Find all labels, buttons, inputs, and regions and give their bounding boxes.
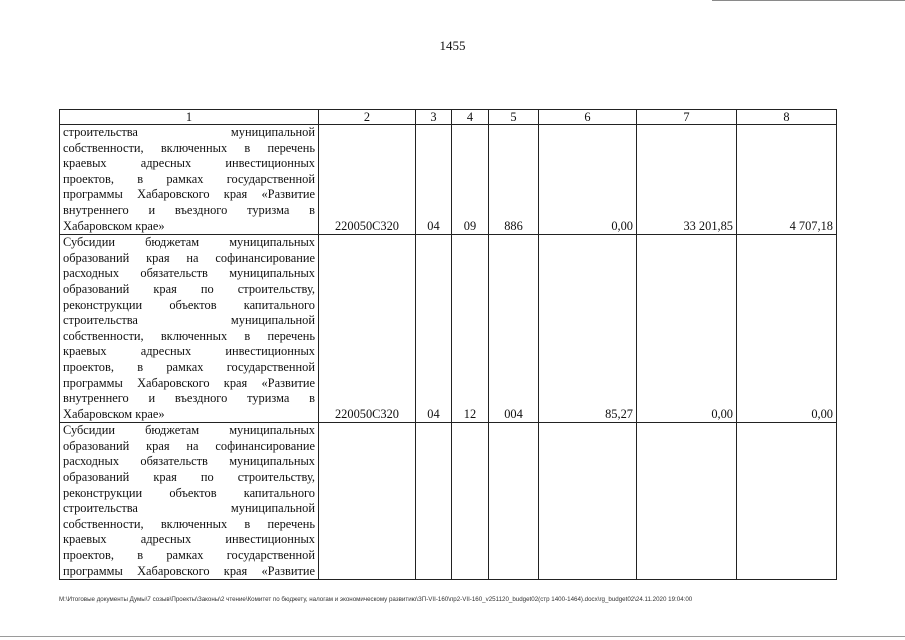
- description-line: реконструкции объектов капитального: [63, 485, 315, 500]
- subsection-code: 12: [452, 235, 489, 423]
- page-number: 1455: [439, 38, 466, 53]
- table-row: [60, 125, 837, 235]
- description-line: Хабаровском крае»: [63, 218, 165, 233]
- amount-col-7: 0,00: [637, 235, 737, 423]
- description-line: собственности, включенных в перечень: [63, 140, 315, 155]
- header-cell: 6: [539, 110, 637, 125]
- amount-col-6: [539, 423, 637, 580]
- description-line: Субсидии бюджетам муниципальных: [63, 423, 315, 438]
- description-line: внутреннего и въездного туризма в: [63, 202, 315, 217]
- description-line: собственности, включенных в перечень: [63, 516, 315, 531]
- header-cell: 1: [60, 110, 319, 125]
- description-line: краевых адресных инвестиционных: [63, 156, 315, 171]
- bottom-rule: [0, 636, 905, 637]
- amount-col-8: 0,00: [737, 235, 837, 423]
- header-cell: 5: [489, 110, 539, 125]
- description-line: образований края на софинансирование: [63, 250, 315, 265]
- description-line: краевых адресных инвестиционных: [63, 532, 315, 547]
- table-row: [60, 235, 837, 423]
- description-line: проектов, в рамках государственной: [63, 171, 315, 186]
- description-line: краевых адресных инвестиционных: [63, 344, 315, 359]
- description-line: внутреннего и въездного туризма в: [63, 391, 315, 406]
- description-line: Субсидии бюджетам муниципальных: [63, 235, 315, 250]
- table-header-row: [60, 110, 837, 125]
- description-line: строительства муниципальной: [63, 501, 315, 516]
- subsection-code: 09: [452, 125, 489, 235]
- header-cell: 8: [737, 110, 837, 125]
- amount-col-8: 4 707,18: [737, 125, 837, 235]
- amount-col-6: 0,00: [539, 125, 637, 235]
- description-line: программы Хабаровского края «Развитие: [63, 187, 315, 202]
- target-code: 220050С320: [319, 125, 416, 235]
- amount-col-7: [637, 423, 737, 580]
- amount-col-8: [737, 423, 837, 580]
- header-cell: 2: [319, 110, 416, 125]
- description-line: собственности, включенных в перечень: [63, 328, 315, 343]
- expense-type-code: [489, 423, 539, 580]
- target-code: [319, 423, 416, 580]
- description-line: расходных обязательств муниципальных: [63, 266, 315, 281]
- top-rule: [712, 0, 905, 1]
- header-cell: 3: [416, 110, 452, 125]
- expense-type-code: 004: [489, 235, 539, 423]
- description-line: реконструкции объектов капитального: [63, 297, 315, 312]
- budget-table: [59, 109, 837, 580]
- section-code: [416, 423, 452, 580]
- header-cell: 7: [637, 110, 737, 125]
- section-code: 04: [416, 235, 452, 423]
- subsection-code: [452, 423, 489, 580]
- description-line: образований края по строительству,: [63, 281, 315, 296]
- row-description: [60, 423, 319, 580]
- target-code: 220050С320: [319, 235, 416, 423]
- table-row: [60, 423, 837, 580]
- amount-col-7: 33 201,85: [637, 125, 737, 235]
- description-line: Хабаровском крае»: [63, 406, 165, 421]
- description-line: образований края по строительству,: [63, 470, 315, 485]
- description-line: строительства муниципальной: [63, 313, 315, 328]
- file-path-footer: M:\Итоговые документы Думы\7 созыв\Проекты\Законы\2 чтение\Комитет по бюджету, налогам и экономическому развитию\ЗП-VII-160\пр2-VII-160_v251120_budget02(стр 1400-1464).docx\rg_budget02\24.11.2020 19:04:00: [59, 596, 693, 603]
- row-description: [60, 125, 319, 235]
- section-code: 04: [416, 125, 452, 235]
- description-line: программы Хабаровского края «Развитие: [63, 563, 315, 578]
- description-line: проектов, в рамках государственной: [63, 548, 315, 563]
- description-line: образований края на софинансирование: [63, 438, 315, 453]
- expense-type-code: 886: [489, 125, 539, 235]
- row-description: [60, 235, 319, 423]
- header-cell: 4: [452, 110, 489, 125]
- description-line: строительства муниципальной: [63, 125, 315, 139]
- description-line: проектов, в рамках государственной: [63, 359, 315, 374]
- amount-col-6: 85,27: [539, 235, 637, 423]
- description-line: программы Хабаровского края «Развитие: [63, 375, 315, 390]
- description-line: расходных обязательств муниципальных: [63, 454, 315, 469]
